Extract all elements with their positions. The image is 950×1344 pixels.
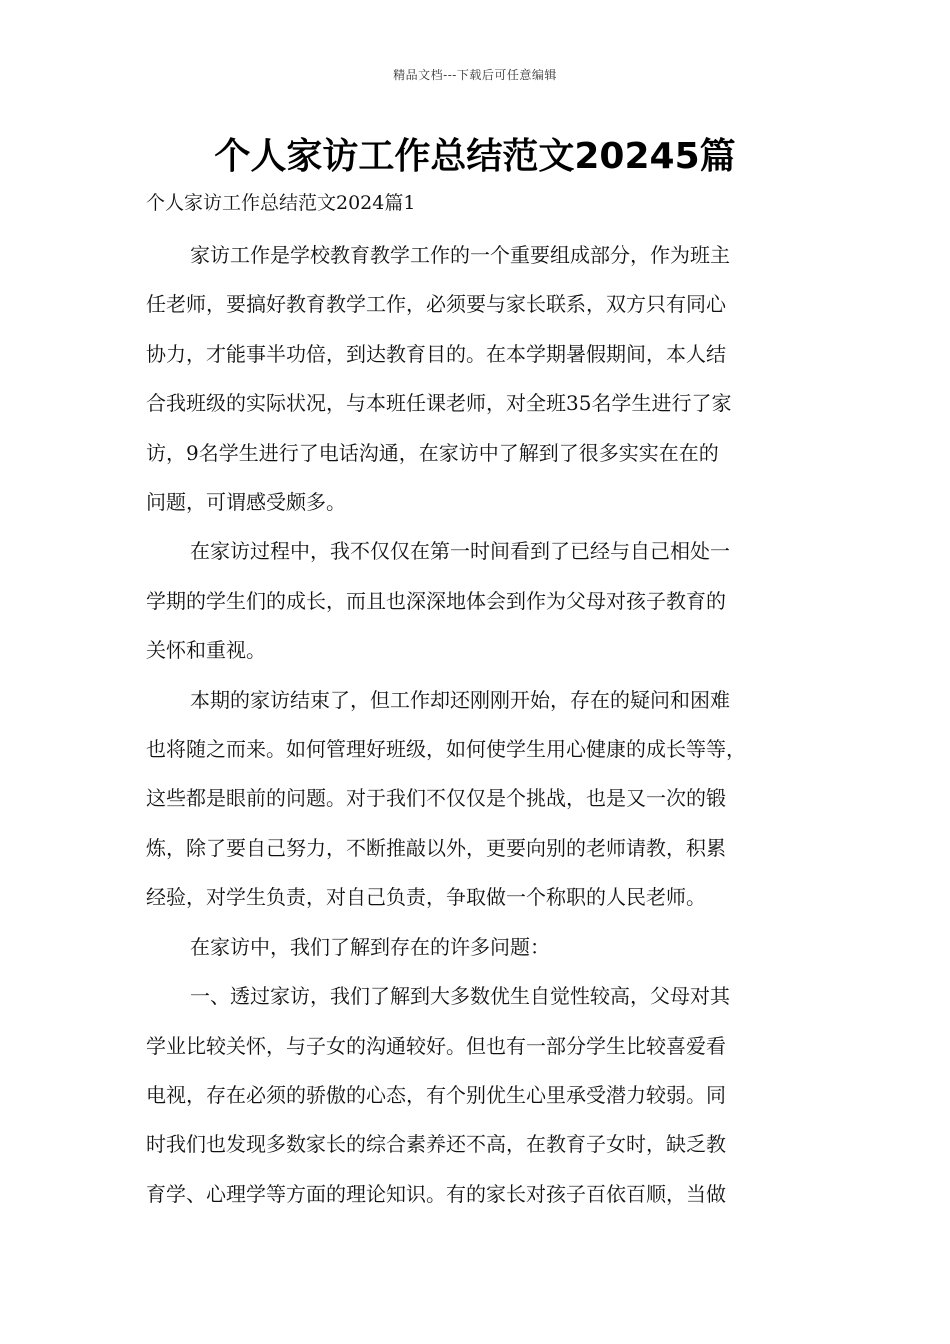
text-line: 电视，存在必须的骄傲的心态，有个别优生心里承受潜力较弱。同 bbox=[146, 1082, 726, 1107]
paragraph bbox=[146, 527, 806, 675]
section-title: 个人家访工作总结范文2024篇1 bbox=[146, 192, 416, 214]
text-line: 经验，对学生负责，对自己负责，争取做一个称职的人民老师。 bbox=[146, 885, 706, 910]
text-line: 协力，才能事半功倍，到达教育目的。在本学期暑假期间，本人结 bbox=[146, 341, 726, 366]
text-line: 关怀和重视。 bbox=[146, 638, 266, 663]
text-line: 合我班级的实际状况，与本班任课老师，对全班35名学生进行了家 bbox=[146, 391, 732, 416]
text-line: 炼，除了要自己努力，不断推敲以外，更要向别的老师请教，积累 bbox=[146, 835, 726, 860]
text-line: 育学、心理学等方面的理论知识。有的家长对孩子百依百顺，当做 bbox=[146, 1181, 726, 1206]
text-line: 任老师，要搞好教育教学工作，必须要与家长联系，双方只有同心 bbox=[146, 292, 726, 317]
paragraph bbox=[146, 676, 806, 923]
text-line: 也将随之而来。如何管理好班级，如何使学生用心健康的成长等等， bbox=[146, 737, 746, 762]
text-line: 访，9名学生进行了电话沟通，在家访中了解到了很多实实在在的 bbox=[146, 440, 719, 465]
page-header: 精品文档---下载后可任意编辑 bbox=[393, 68, 557, 82]
text-line: 一、透过家访，我们了解到大多数优生自觉性较高，父母对其 bbox=[190, 984, 730, 1009]
text-line: 时我们也发现多数家长的综合素养还不高，在教育子女时，缺乏教 bbox=[146, 1132, 726, 1157]
document-body bbox=[146, 231, 806, 1219]
document-title: 个人家访工作总结范文20245篇 bbox=[214, 136, 736, 177]
text-line: 在家访过程中，我不仅仅在第一时间看到了已经与自己相处一 bbox=[190, 539, 730, 564]
text-line: 本期的家访结束了，但工作却还刚刚开始，存在的疑问和困难 bbox=[190, 687, 730, 712]
text-line: 学期的学生们的成长，而且也深深地体会到作为父母对孩子教育的 bbox=[146, 588, 726, 613]
text-line: 问题，可谓感受颇多。 bbox=[146, 490, 346, 515]
paragraph bbox=[146, 231, 806, 527]
text-line: 在家访中，我们了解到存在的许多问题： bbox=[190, 934, 550, 959]
paragraph bbox=[146, 972, 806, 1219]
paragraph bbox=[146, 923, 806, 972]
text-line: 学业比较关怀，与子女的沟通较好。但也有一部分学生比较喜爱看 bbox=[146, 1033, 726, 1058]
text-line: 这些都是眼前的问题。对于我们不仅仅是个挑战，也是又一次的锻 bbox=[146, 786, 726, 811]
text-line: 家访工作是学校教育教学工作的一个重要组成部分，作为班主 bbox=[190, 243, 730, 267]
